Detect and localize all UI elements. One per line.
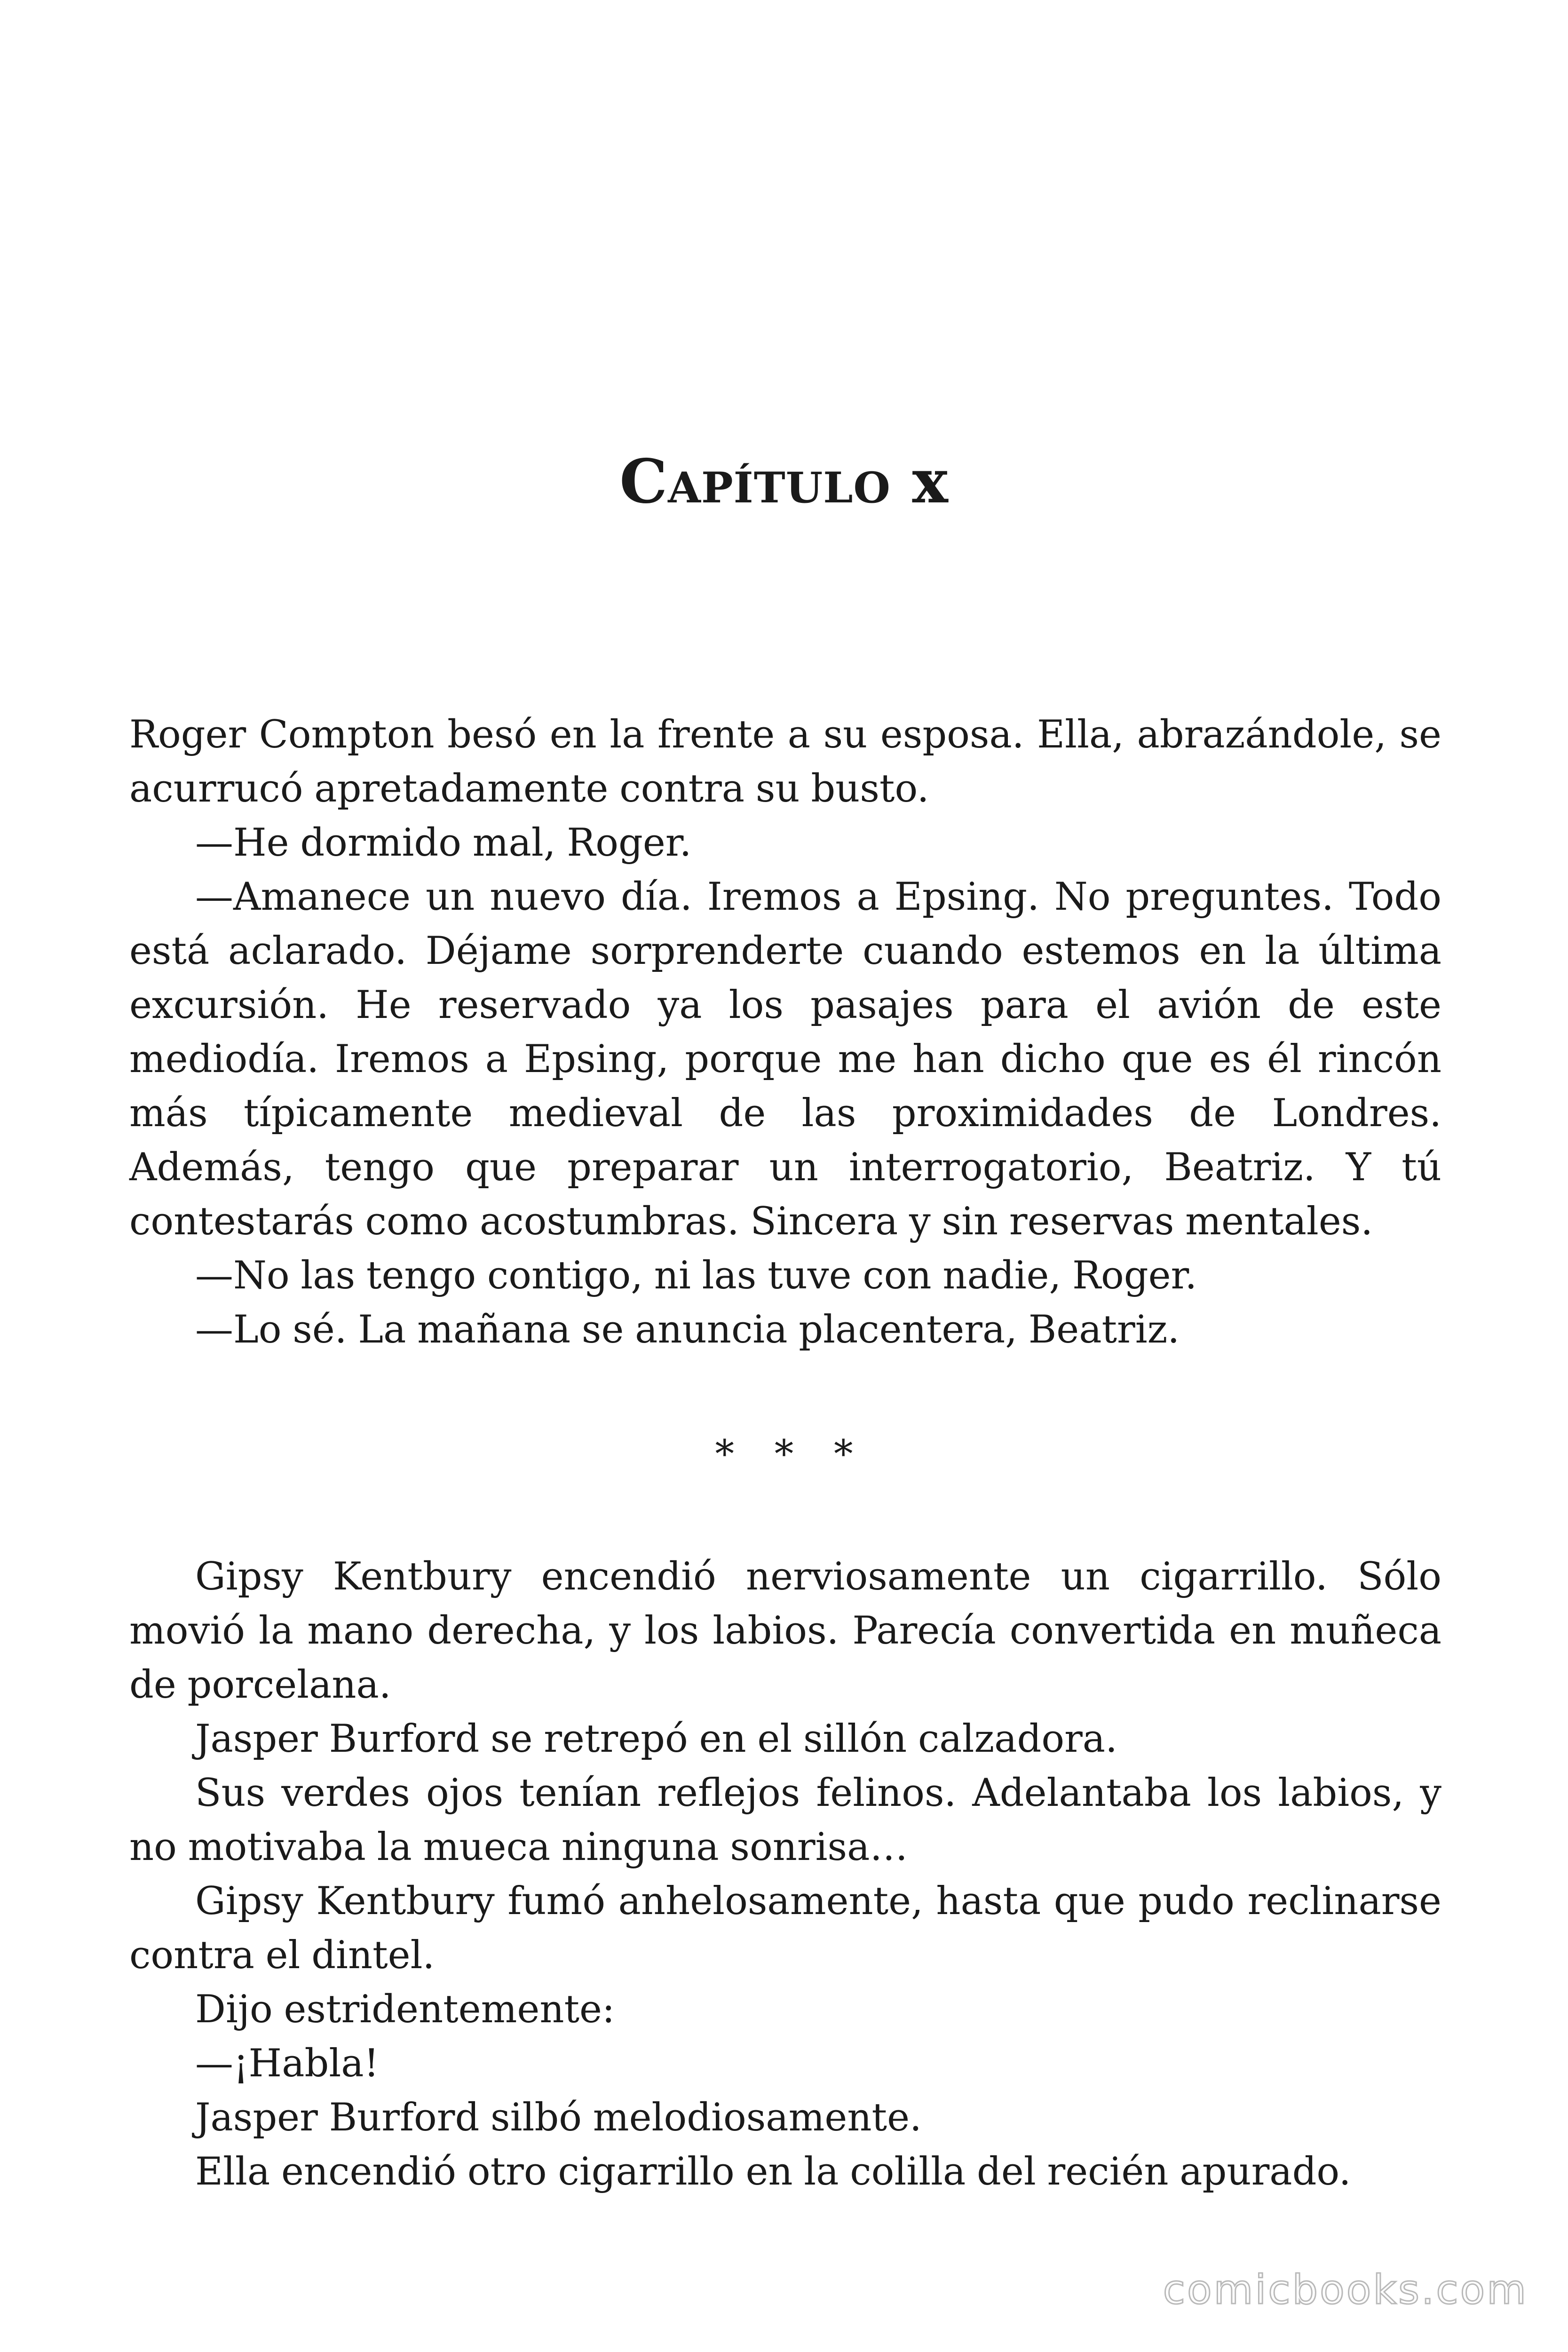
paragraph: —Amanece un nuevo día. Iremos a Epsing. No preguntes. Todo está aclarado. Déjame sorprenderte cuando estemos en la última excursión. He reservado ya los pasajes para el avión de este mediodía. Iremos a Epsing, porque me han dicho que es él rincón más típicamente medieval de las proximidades de Londres. Además, tengo que preparar un interrogatorio, Beatriz. Y tú contestarás como acostumbras. Sincera y sin reservas mentales.: [129, 875, 1441, 1244]
paragraph: —No las tengo contigo, ni las tuve con nadie, Roger.: [195, 1254, 1197, 1298]
paragraph: Jasper Burford silbó melodiosamente.: [195, 2096, 922, 2140]
paragraph: Gipsy Kentbury encendió nerviosamente un cigarrillo. Sólo movió la mano derecha, y los labios. Parecía convertida en muñeca de porcelana.: [129, 1555, 1441, 1707]
section-separator: * * *: [715, 1432, 867, 1477]
paragraph: —¡Habla!: [195, 2042, 380, 2086]
paragraph: Jasper Burford se retrepó en el sillón calzadora.: [195, 1717, 1117, 1761]
paragraph: Dijo estridentemente:: [195, 1987, 615, 2032]
paragraph: Roger Compton besó en la frente a su esposa. Ella, abrazándole, se acurrucó apretadamente contra su busto.: [129, 713, 1441, 811]
chapter-title-numeral: x: [912, 446, 949, 517]
paragraph: Ella encendió otro cigarrillo en la colilla del recién apurado.: [195, 2150, 1351, 2194]
section-2-body: [129, 1550, 1441, 2199]
paragraph: —He dormido mal, Roger.: [195, 821, 692, 865]
paragraph: Gipsy Kentbury fumó anhelosamente, hasta que pudo reclinarse contra el dintel.: [129, 1879, 1441, 1978]
watermark: comicbooks.com: [1163, 2266, 1528, 2313]
paragraph: Sus verdes ojos tenían reflejos felinos. Adelantaba los labios, y no motivaba la mueca ninguna sonrisa…: [129, 1771, 1441, 1869]
chapter-title: [0, 446, 1568, 517]
chapter-title-word: Capítulo: [619, 446, 891, 517]
paragraph: —Lo sé. La mañana se anuncia placentera, Beatriz.: [195, 1308, 1180, 1352]
section-1-body: [129, 708, 1441, 1357]
